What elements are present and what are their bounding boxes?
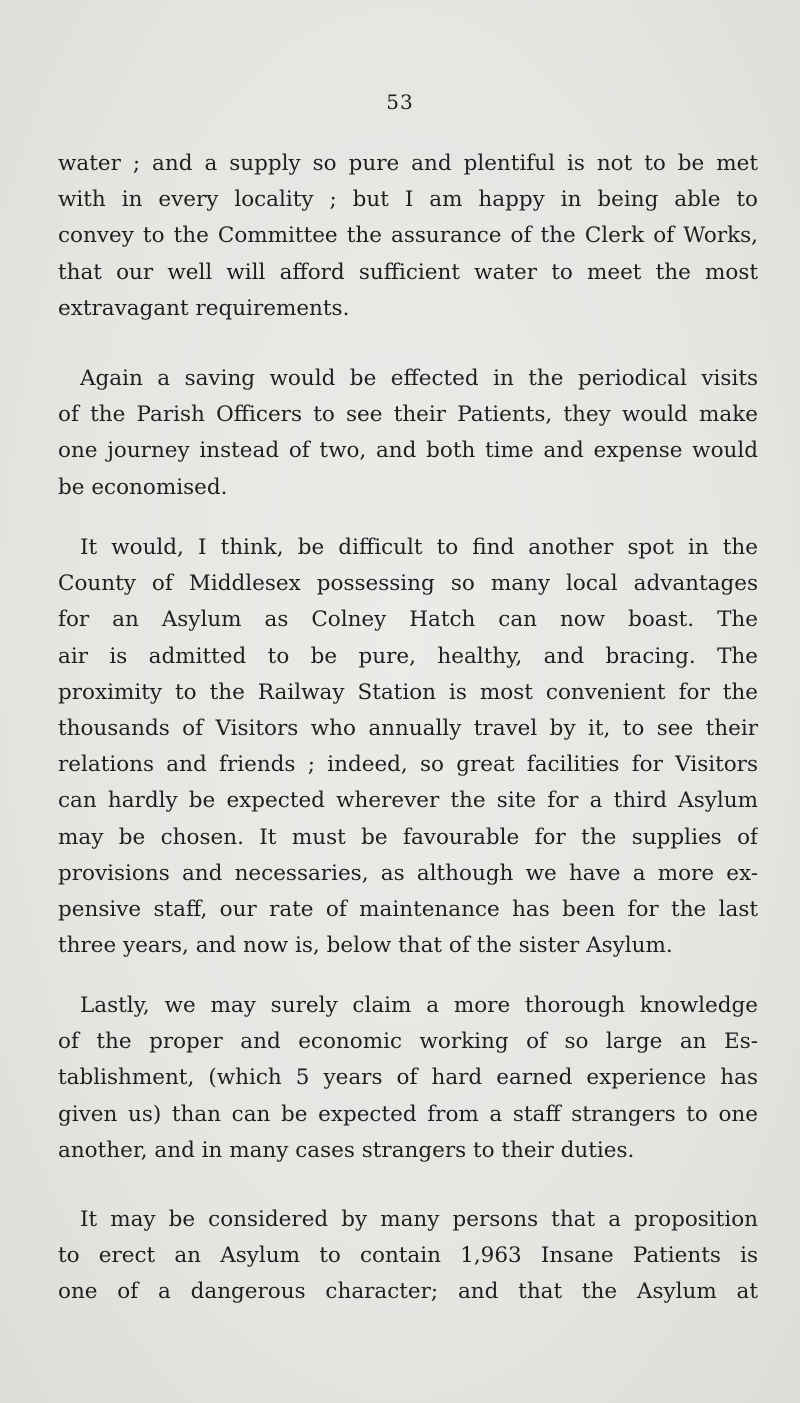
text-line: one of a dangerous character; and that the Asylum at — [58, 1279, 758, 1305]
paragraph-parish-officers — [58, 361, 758, 506]
paragraph-staff-experience — [58, 988, 758, 1169]
text-line: pensive staff, our rate of maintenance has been for the last — [58, 897, 758, 923]
text-line: one journey instead of two, and both time and expense would — [58, 438, 758, 464]
text-line: convey to the Committee the assurance of the Clerk of Works, — [58, 223, 758, 249]
text-line: County of Middlesex possessing so many local advantages — [58, 571, 758, 597]
text-line: relations and friends ; indeed, so great facilities for Visitors — [58, 752, 758, 778]
text-line: for an Asylum as Colney Hatch can now boast. The — [58, 607, 758, 633]
text-line: of the Parish Officers to see their Patients, they would make — [58, 402, 758, 428]
text-line: Again a saving would be effected in the periodical visits — [80, 366, 758, 391]
text-line: given us) than can be expected from a staff strangers to one — [58, 1101, 758, 1127]
paragraph-colney-hatch — [58, 530, 758, 964]
text-line: thousands of Visitors who annually travel by it, to see their — [58, 716, 758, 742]
paragraph-proposition — [58, 1202, 758, 1311]
text-line: provisions and necessaries, as although we have a more ex- — [58, 860, 758, 886]
text-line: may be chosen. It must be favourable for the supplies of — [58, 824, 758, 850]
text-line: be economised. — [58, 474, 228, 500]
text-line: can hardly be expected wherever the site for a third Asylum — [58, 788, 758, 814]
text-line: of the proper and economic working of so large an Es- — [58, 1029, 758, 1055]
text-line: proximity to the Railway Station is most convenient for the — [58, 679, 758, 705]
text-line: Lastly, we may surely claim a more thorough knowledge — [80, 993, 758, 1018]
text-line: to erect an Asylum to contain 1,963 Insane Patients is — [58, 1243, 758, 1269]
text-line: water ; and a supply so pure and plentiful is not to be met — [58, 151, 758, 176]
text-line: It would, I think, be difficult to find another spot in the — [80, 535, 758, 560]
text-line: that our well will afford sufficient water to meet the most — [58, 259, 758, 285]
page-number: 53 — [386, 90, 414, 114]
text-line: with in every locality ; but I am happy in being able to — [58, 187, 758, 213]
text-line: It may be considered by many persons that a proposition — [80, 1207, 758, 1232]
text-line: air is admitted to be pure, healthy, and bracing. The — [58, 643, 758, 669]
text-line: another, and in many cases strangers to their duties. — [58, 1137, 635, 1163]
text-line: three years, and now is, below that of the sister Asylum. — [58, 933, 673, 959]
text-line: extravagant requirements. — [58, 295, 350, 321]
text-line: tablishment, (which 5 years of hard earned experience has — [58, 1065, 758, 1091]
paragraph-water-supply — [58, 146, 758, 327]
